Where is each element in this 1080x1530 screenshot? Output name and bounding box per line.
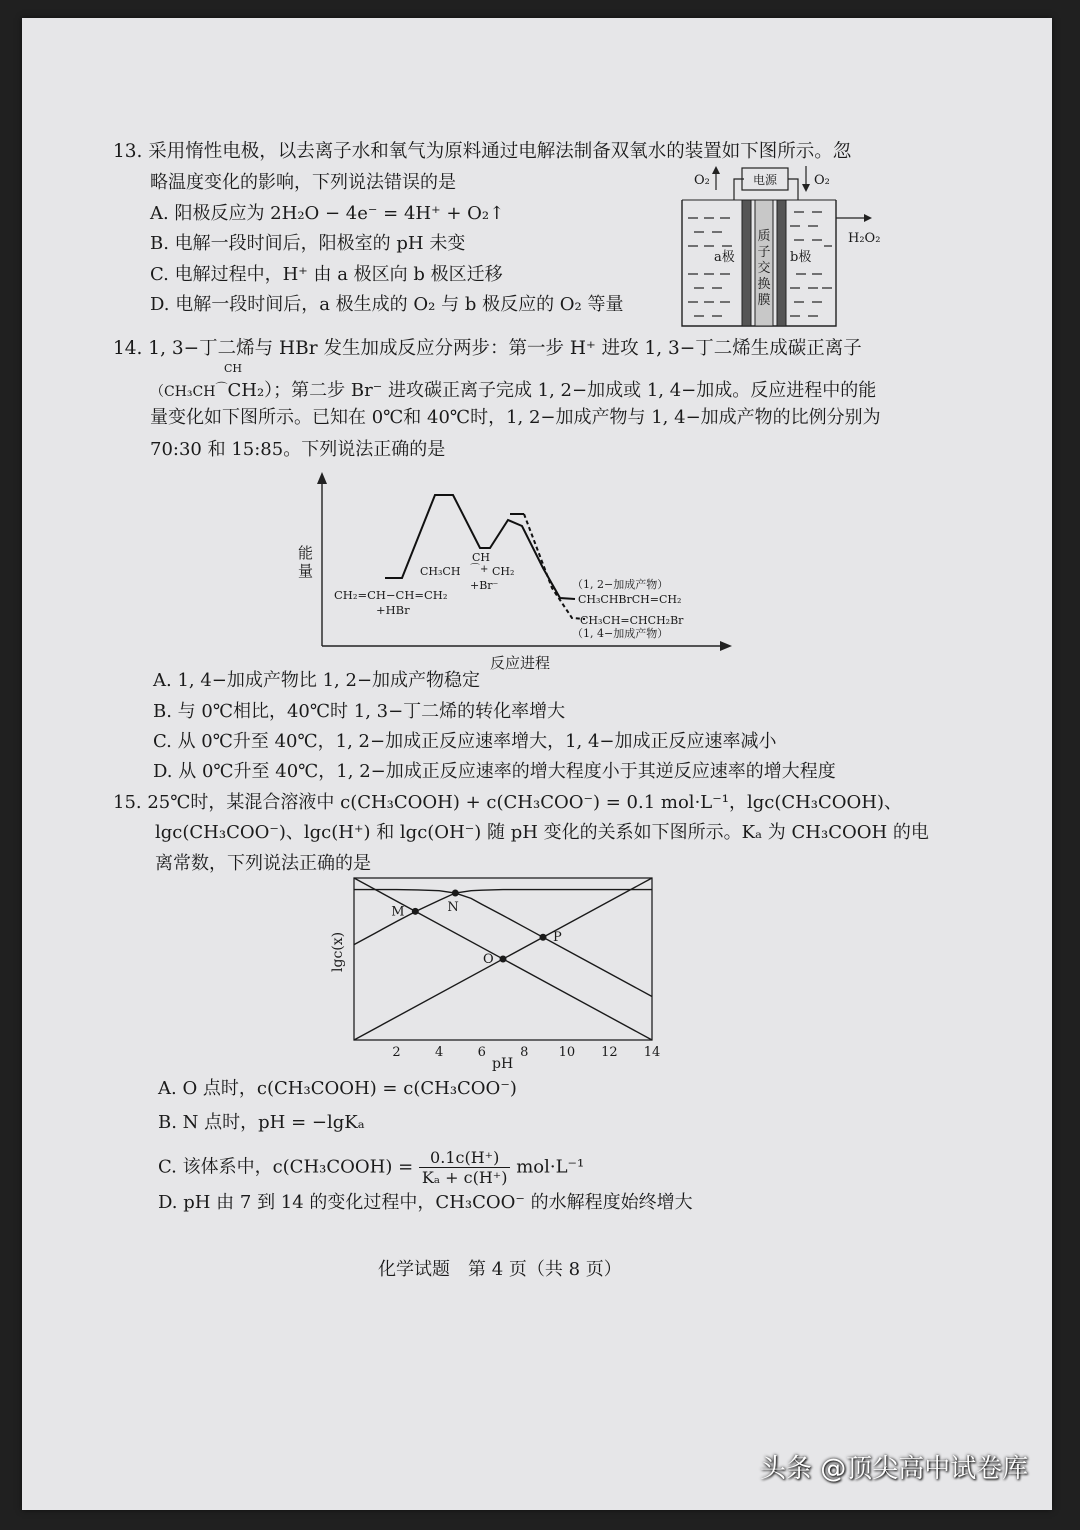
q14-carbocation-left: （CH₃CH (150, 384, 216, 400)
watermark-text: 头条 @顶尖高中试卷库 (760, 1454, 1029, 1484)
x-tick-label: 6 (477, 1045, 486, 1060)
intermediate-ch2-label: CH₂ (492, 565, 515, 578)
membrane-char-1: 质 (757, 229, 771, 244)
q13-option-a: A. 阳极反应为 2H₂O − 4e⁻ = 4H⁺ + O₂↑ (150, 203, 505, 224)
product12-name: （1, 2−加成产物） (572, 578, 669, 591)
point-N (452, 890, 459, 897)
intermediate-ch-label: CH (472, 551, 491, 564)
q14-option-b: B. 与 0℃相比，40℃时 1, 3−丁二烯的转化率增大 (153, 701, 566, 722)
membrane-char-5: 膜 (757, 293, 771, 308)
membrane-char-3: 交 (757, 261, 771, 276)
q15-option-a: A. O 点时，c(CH₃COOH) = c(CH₃COO⁻) (158, 1078, 517, 1099)
q15-stem-line2: lgc(CH₃COO⁻)、lgc(H⁺) 和 lgc(OH⁻) 随 pH 变化的关系如下图所示。Kₐ 为 CH₃COOH 的电 (155, 822, 929, 843)
h2o2-outlet-arrowhead (864, 214, 872, 222)
lgc-ph-chart (322, 872, 667, 1072)
reactant-hbr-label: +HBr (376, 603, 410, 617)
x-tick-label: 8 (520, 1045, 529, 1060)
membrane-char-4: 换 (757, 277, 771, 292)
o2-out-arrowhead (712, 166, 720, 174)
electrode-b-label: b极 (790, 250, 812, 265)
energy-axis-label-1: 能 (298, 544, 314, 562)
energy-axis-arrowhead (317, 472, 327, 484)
x-tick-label: 14 (643, 1045, 661, 1060)
q15-option-c-unit: mol·L⁻¹ (516, 1156, 585, 1178)
electrode-a-label: a极 (714, 250, 735, 265)
fraction-numerator: 0.1c(H⁺) (419, 1148, 511, 1168)
electrode-b (777, 200, 786, 326)
o2-in-arrowhead (802, 184, 810, 192)
wire-right (788, 179, 798, 200)
point-label-P: P (553, 930, 562, 946)
o2-left-label: O₂ (694, 173, 710, 188)
point-label-N: N (447, 900, 459, 916)
chart-ylabel: lgc(x) (330, 931, 346, 972)
x-tick-label: 2 (392, 1045, 401, 1060)
q13-option-b: B. 电解一段时间后，阳极室的 pH 未变 (150, 233, 466, 254)
intermediate-label: CH₃CH (420, 565, 461, 578)
q13-option-d: D. 电解一段时间后，a 极生成的 O₂ 与 b 极反应的 O₂ 等量 (150, 294, 624, 315)
product14-formula: CH₃CH=CHCH₂Br (580, 614, 684, 627)
q15-option-b: B. N 点时，pH = −lgKₐ (158, 1112, 365, 1133)
chart-xlabel: pH (492, 1056, 514, 1072)
point-label-O: O (483, 952, 494, 967)
electrolysis-cell-diagram (672, 160, 892, 332)
q14-option-a: A. 1, 4−加成产物比 1, 2−加成产物稳定 (153, 670, 481, 691)
electrode-a (742, 200, 751, 326)
q13-stem-line1: 13. 采用惰性电极，以去离子水和氧气为原料通过电解法制备双氧水的装置如下图所示。忽 (113, 141, 852, 162)
q15-stem-line1: 15. 25℃时，某混合溶液中 c(CH₃COOH) + c(CH₃COO⁻) = 0.1 mol·L⁻¹，lgc(CH₃COOH)、 (113, 792, 903, 813)
progress-axis-label: 反应进程 (490, 654, 551, 672)
membrane-char-2: 子 (757, 245, 771, 260)
point-P (540, 934, 547, 941)
x-tick-label: 4 (435, 1045, 444, 1060)
watermark (760, 1448, 1028, 1485)
h2o2-label: H₂O₂ (848, 231, 881, 246)
x-tick-label: 10 (558, 1045, 576, 1060)
energy-curve-14 (510, 514, 585, 619)
point-M (412, 908, 419, 915)
intermediate-bond-sign: ⌒+ (470, 564, 489, 575)
bromide-label: +Br⁻ (470, 579, 499, 592)
q14-option-c: C. 从 0℃升至 40℃，1, 2−加成正反应速率增大，1, 4−加成正反应速率减小 (153, 731, 777, 752)
o2-right-label: O₂ (814, 173, 830, 188)
energy-profile-diagram (290, 468, 740, 678)
product14-name: （1, 4−加成产物） (572, 627, 669, 640)
progress-axis-arrowhead (720, 641, 732, 651)
energy-axis-label-2: 量 (298, 562, 314, 580)
q15-option-d: D. pH 由 7 到 14 的变化过程中，CH₃COO⁻ 的水解程度始终增大 (158, 1192, 693, 1213)
q14-stem-line3: 量变化如下图所示。已知在 0℃和 40℃时，1, 2−加成产物与 1, 4−加成产物的比例分别为 (150, 407, 881, 428)
q15-stem-line3: 离常数，下列说法正确的是 (155, 853, 371, 874)
power-source-label: 电源 (752, 173, 778, 187)
q13-stem-line2: 略温度变化的影响，下列说法错误的是 (150, 172, 456, 193)
q13-option-c: C. 电解过程中，H⁺ 由 a 极区向 b 极区迁移 (150, 264, 503, 285)
q15-option-c (158, 1148, 584, 1187)
product12-formula: CH₃CHBrCH=CH₂ (578, 593, 682, 606)
page-footer: 化学试题 第 4 页（共 8 页） (378, 1259, 622, 1280)
q14-option-d: D. 从 0℃升至 40℃，1, 2−加成正反应速率的增大程度小于其逆反应速率的增大程度 (153, 761, 836, 782)
q14-stem-line2 (150, 375, 876, 405)
fraction-denominator: Kₐ + c(H⁺) (421, 1168, 508, 1187)
q14-delocalized-sign: ⌒ (215, 381, 228, 395)
reactant-label: CH₂=CH−CH=CH₂ (334, 588, 448, 602)
x-tick-label: 12 (601, 1045, 618, 1060)
q14-stem-line1: 14. 1, 3−丁二烯与 HBr 发生加成反应分两步：第一步 H⁺ 进攻 1, 3−丁二烯生成碳正离子 (113, 338, 862, 359)
q15-option-c-prefix: C. 该体系中，c(CH₃COOH) = (158, 1156, 414, 1178)
q14-stem-line4: 70:30 和 15:85。下列说法正确的是 (150, 439, 446, 460)
point-O (500, 956, 507, 963)
q14-carbocation-ch: CH (224, 362, 243, 375)
q15-option-c-fraction (419, 1148, 511, 1187)
point-label-M: M (391, 904, 405, 920)
q14-stem-line2-rest: CH₂）；第二步 Br⁻ 进攻碳正离子完成 1, 2−加成或 1, 4−加成。反应进程中的能 (227, 380, 877, 401)
